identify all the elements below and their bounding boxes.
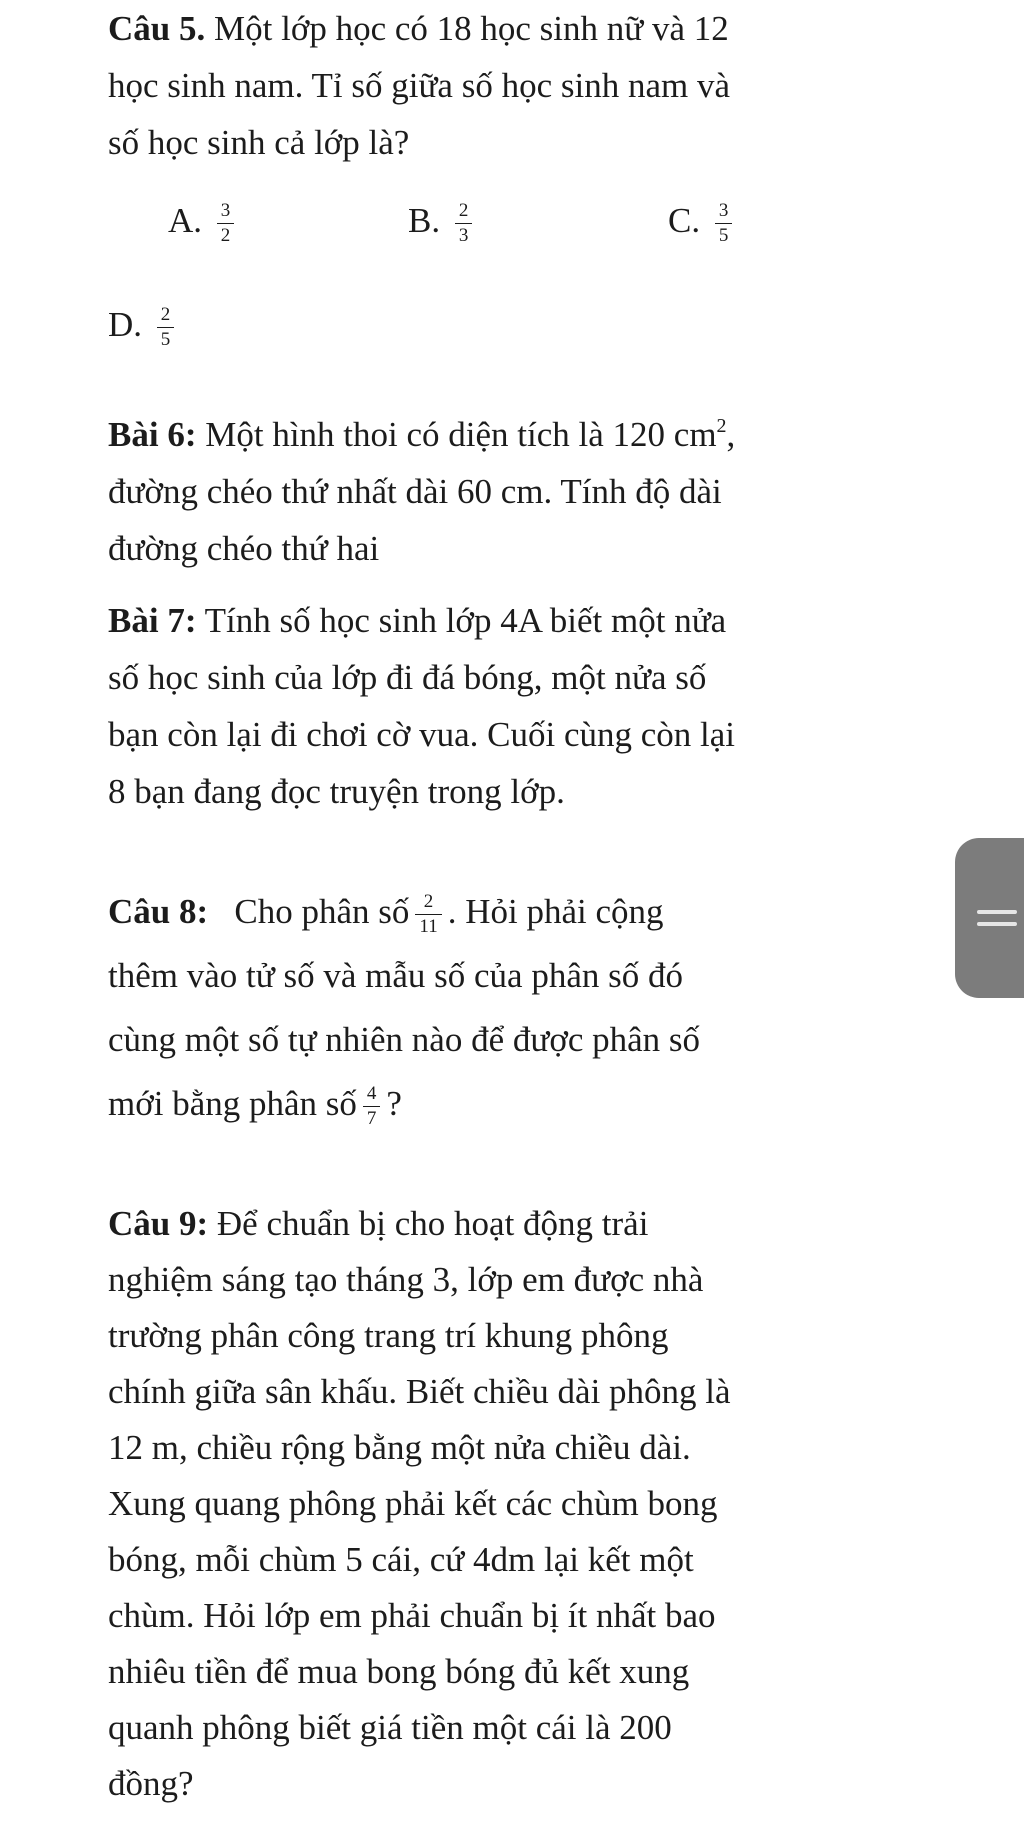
q6-line-2: đường chéo thứ nhất dài 60 cm. Tính độ dài [108,472,722,511]
question-5 [108,0,928,171]
q5-line-3: số học sinh cả lớp là? [108,123,410,162]
q9-line-2: nghiệm sáng tạo tháng 3, lớp em được nhà [108,1260,704,1299]
exercise-7 [108,592,928,820]
option-d-fraction: $\frac{2}{5}$ [157,303,175,352]
q9-line-8: chùm. Hỏi lớp em phải chuẩn bị ít nhất bao [108,1596,716,1635]
q5-label: Câu 5. [108,9,206,48]
q5-options-row [168,186,868,256]
q7-line-1: Bài 7: Tính số học sinh lớp 4A biết một nửa [108,601,727,640]
q8-line-2: thêm vào tử số và mẫu số của phân số đó [108,956,683,995]
q8-line-3: cùng một số tự nhiên nào để được phân số [108,1020,701,1059]
option-d: D. $\frac{2}{5}$ [108,290,180,360]
grip-line-icon [977,922,1017,926]
q6-line-3: đường chéo thứ hai [108,529,380,568]
q8-label: Câu 8: [108,892,209,931]
q5-line-1: Câu 5. Một lớp học có 18 học sinh nữ và 12 [108,9,729,48]
q9-line-10: quanh phông biết giá tiền một cái là 200 [108,1708,672,1747]
q8-line-1: Câu 8: Cho phân số $\frac{2}{11}$ . Hỏi phải cộng [108,891,664,938]
q7-line-4: 8 bạn đang đọc truyện trong lớp. [108,772,565,811]
q9-line-9: nhiêu tiền để mua bong bóng đủ kết xung [108,1652,690,1691]
q8-fraction-4-7: $\frac{4}{7}$ [363,1082,381,1131]
option-c-fraction: $\frac{3}{5}$ [715,199,733,248]
q8-line-4: mới bằng phân số $\frac{4}{7}$ ? [108,1083,402,1130]
q7-line-3: bạn còn lại đi chơi cờ vua. Cuối cùng còn lại [108,715,735,754]
question-8 [108,880,928,1136]
q5-line-2: học sinh nam. Tỉ số giữa số học sinh nam và [108,66,731,105]
option-a: A. $\frac{3}{2}$ [168,186,240,256]
q9-line-4: chính giữa sân khấu. Biết chiều dài phông là [108,1372,731,1411]
q9-line-3: trường phân công trang trí khung phông [108,1316,669,1355]
q7-line-2: số học sinh của lớp đi đá bóng, một nửa số [108,658,707,697]
option-c: C. $\frac{3}{5}$ [668,186,738,256]
option-b-fraction: $\frac{2}{3}$ [455,199,473,248]
q6-label: Bài 6: [108,415,197,454]
option-a-fraction: $\frac{3}{2}$ [217,199,235,248]
q6-line-1: Bài 6: Một hình thoi có diện tích là 120 $cm^2$, [108,415,736,454]
q9-line-5: 12 m, chiều rộng bằng một nửa chiều dài. [108,1428,691,1467]
q9-line-11: đồng? [108,1764,194,1803]
q9-line-7: bóng, mỗi chùm 5 cái, cứ 4dm lại kết một [108,1540,694,1579]
q7-label: Bài 7: [108,601,197,640]
q9-line-1: Câu 9: Để chuẩn bị cho hoạt động trải [108,1204,649,1243]
option-b: B. $\frac{2}{3}$ [408,186,478,256]
q9-line-6: Xung quang phông phải kết các chùm bong [108,1484,718,1523]
grip-line-icon [977,910,1017,914]
q8-fraction-2-11: $\frac{2}{11}$ [415,890,441,939]
question-9 [108,1196,928,1812]
q9-label: Câu 9: [108,1204,209,1243]
scroll-handle[interactable] [955,838,1024,998]
exercise-6 [108,398,928,577]
